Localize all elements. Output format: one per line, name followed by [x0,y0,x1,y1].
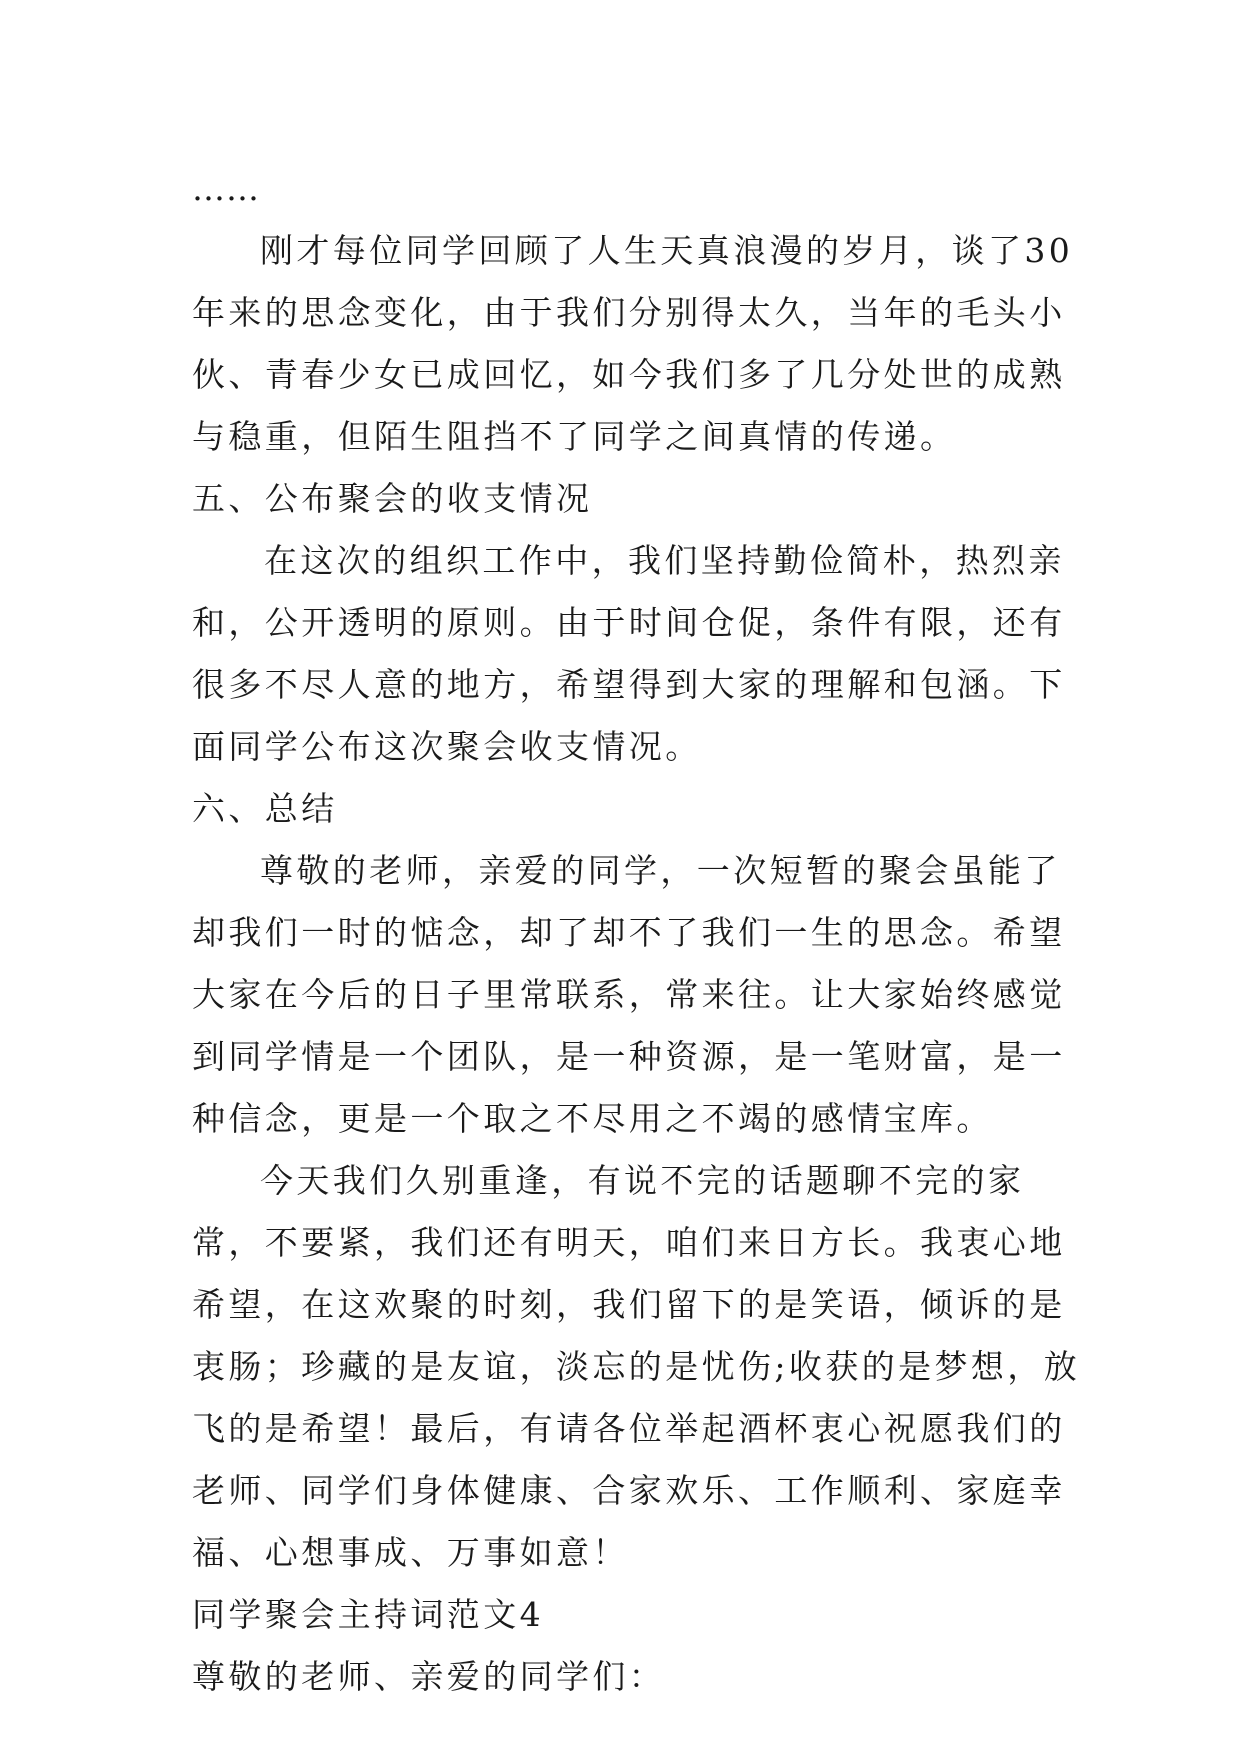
paragraph-closing: 今天我们久别重逢，有说不完的话题聊不完的家常，不要紧，我们还有明天，咱们来日方长。我衷心地希望，在这欢聚的时刻，我们留下的是笑语，倾诉的是衷肠；珍藏的是友谊，淡忘的是忧伤;收获的是梦想，放飞的是希望！最后，有请各位举起酒杯衷心祝愿我们的老师、同学们身体健康、合家欢乐、工作顺利、家庭幸福、心想事成、万事如意！ [192,1161,1081,1572]
paragraph-reflection: 刚才每位同学回顾了人生天真浪漫的岁月，谈了30年来的思念变化，由于我们分别得太久，当年的毛头小伙、青春少女已成回忆，如今我们多了几分处世的成熟与稳重，但陌生阻挡不了同学之间真情的传递。 [192,231,1074,456]
document-body [192,158,1092,1708]
heading-summary: 六、总结 [192,789,338,828]
paragraph-summary: 尊敬的老师，亲爱的同学，一次短暂的聚会虽能了却我们一时的惦念，却了却不了我们一生的思念。希望大家在今后的日子里常联系，常来往。让大家始终感觉到同学情是一个团队，是一种资源，是一笔财富，是一种信念，更是一个取之不尽用之不竭的感情宝库。 [192,851,1066,1138]
paragraph-budget: 在这次的组织工作中，我们坚持勤俭简朴，热烈亲和，公开透明的原则。由于时间仓促，条件有限，还有很多不尽人意的地方，希望得到大家的理解和包涵。下面同学公布这次聚会收支情况。 [192,541,1066,766]
ellipsis-line: …… [192,169,260,208]
section-title: 同学聚会主持词范文4 [192,1595,544,1634]
salutation: 尊敬的老师、亲爱的同学们： [192,1657,666,1696]
heading-budget: 五、公布聚会的收支情况 [192,479,593,518]
